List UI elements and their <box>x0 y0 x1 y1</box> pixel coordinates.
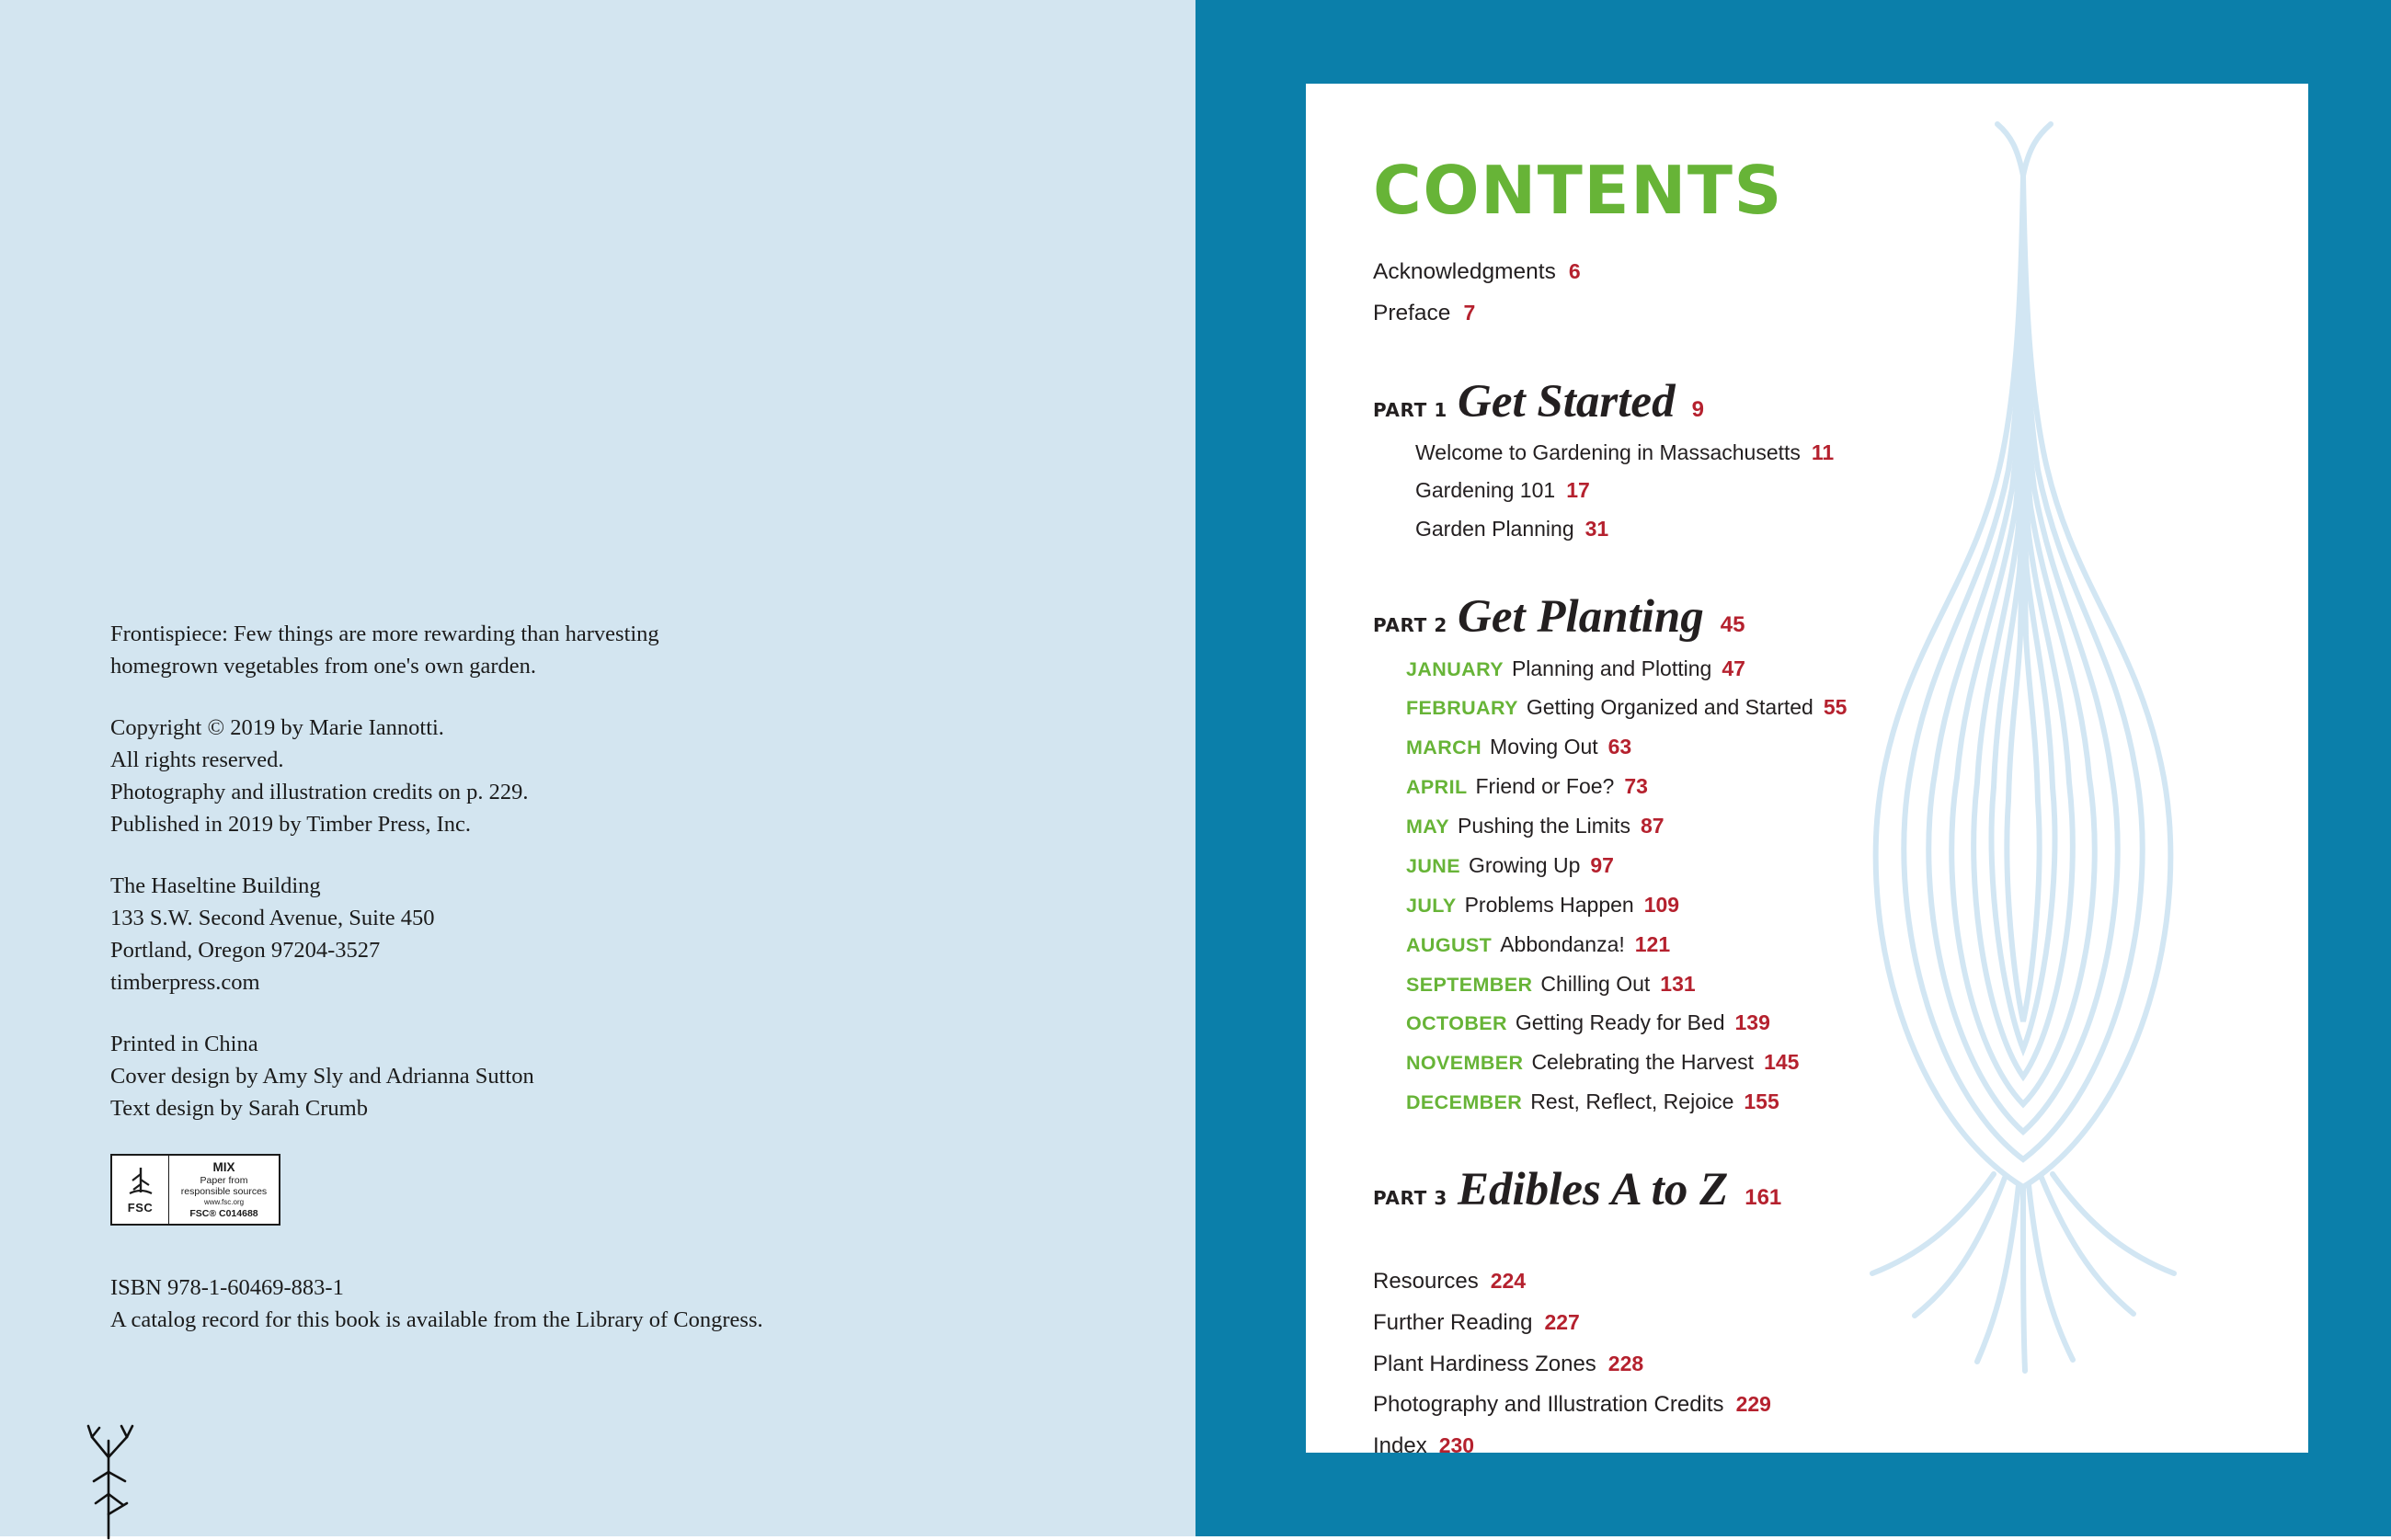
toc-entry-label: Acknowledgments <box>1373 259 1556 284</box>
toc-entry-page: 155 <box>1744 1089 1779 1114</box>
part-title: Get Planting <box>1458 590 1704 643</box>
toc-chapter-row[interactable] <box>1415 440 2201 466</box>
frontispiece-line-2: homegrown vegetables from one's own garden. <box>110 654 536 679</box>
toc-entry-page: 31 <box>1584 516 1609 541</box>
toc-month-row-december[interactable] <box>1406 1089 2201 1115</box>
contents-card <box>1306 84 2308 1453</box>
toc-entry-page: 121 <box>1634 931 1671 956</box>
copyright-text-block <box>110 618 846 1124</box>
contents-page <box>1196 0 2391 1536</box>
fsc-logo-label: FSC <box>127 1200 154 1215</box>
toc-entry-page: 145 <box>1764 1050 1800 1075</box>
toc-month-row-april[interactable] <box>1406 773 2201 800</box>
toc-month-row-november[interactable] <box>1406 1049 2201 1076</box>
month-label: MARCH <box>1406 736 1482 759</box>
copyright-line-3: Photography and illustration credits on p. 229. <box>110 780 529 805</box>
toc-month-row-july[interactable] <box>1406 892 2201 918</box>
toc-entry-label: Plant Hardiness Zones <box>1373 1351 1596 1376</box>
toc-entry-page: 229 <box>1735 1392 1771 1417</box>
month-label: SEPTEMBER <box>1406 973 1533 996</box>
copyright-line-1: Copyright © 2019 by Marie Iannotti. <box>110 714 444 740</box>
toc-entry-page: 131 <box>1660 971 1696 996</box>
part-page: 161 <box>1745 1185 1782 1211</box>
toc-entry-label: Planning and Plotting <box>1511 656 1712 680</box>
toc-entry-label: Abbondanza! <box>1500 931 1625 956</box>
back-matter-list <box>1373 1269 2201 1453</box>
toc-entry-label: Moving Out <box>1490 735 1598 759</box>
fsc-code: FSC® C014688 <box>189 1207 258 1219</box>
printed-in-line: Printed in China <box>110 1031 258 1056</box>
toc-entry-label: Welcome to Gardening in Massachusetts <box>1415 439 1801 464</box>
fsc-sub-line-2: responsible sources <box>180 1186 268 1198</box>
fsc-tree-icon <box>126 1165 155 1202</box>
part-title: Edibles A to Z <box>1458 1164 1729 1216</box>
toc-month-row-march[interactable] <box>1406 734 2201 760</box>
toc-entry-label: Getting Organized and Started <box>1526 695 1813 720</box>
toc-month-row-january[interactable] <box>1406 656 2201 682</box>
sprout-illustration <box>72 1393 182 1540</box>
copyright-page <box>0 0 1196 1536</box>
frontispiece-line-1: Frontispiece: Few things are more rewarding than harvesting <box>110 622 659 646</box>
toc-entry-page: 139 <box>1734 1010 1770 1035</box>
toc-entry-label: Chilling Out <box>1540 971 1651 996</box>
copyright-line-4: Published in 2019 by Timber Press, Inc. <box>110 812 472 838</box>
toc-entry-label: Getting Ready for Bed <box>1515 1010 1725 1035</box>
toc-entry-page: 11 <box>1811 439 1835 464</box>
toc-entry-label: Gardening 101 <box>1415 478 1556 503</box>
toc-entry-preface[interactable] <box>1373 300 2201 326</box>
toc-entry-index[interactable] <box>1373 1433 2201 1453</box>
toc-entry-page: 97 <box>1590 852 1614 877</box>
toc-entry-page: 73 <box>1624 774 1648 799</box>
toc-month-row-may[interactable] <box>1406 813 2201 839</box>
toc-chapter-row[interactable] <box>1415 478 2201 504</box>
part-label: PART 1 <box>1373 398 1447 421</box>
toc-entry-label: Celebrating the Harvest <box>1531 1050 1755 1075</box>
fsc-sub-line-1: Paper from <box>200 1174 248 1186</box>
part-page: 9 <box>1691 396 1704 422</box>
toc-month-row-august[interactable] <box>1406 931 2201 958</box>
toc-entry-label: Photography and Illustration Credits <box>1373 1392 1724 1418</box>
toc-entry-page: 63 <box>1607 735 1632 759</box>
production-credits-paragraph <box>110 1028 846 1125</box>
month-label: AUGUST <box>1406 933 1493 956</box>
month-label: JANUARY <box>1406 657 1504 680</box>
toc-entry-label: Further Reading <box>1373 1309 1533 1335</box>
toc-entry-label: Garden Planning <box>1415 516 1574 541</box>
fsc-certification-badge <box>110 1154 280 1226</box>
toc-entry-label: Growing Up <box>1468 852 1581 877</box>
part-heading-3[interactable] <box>1373 1164 2201 1216</box>
cover-design-line: Cover design by Amy Sly and Adrianna Sutton <box>110 1063 534 1089</box>
page-title: CONTENTS <box>1373 152 1783 229</box>
publisher-address-paragraph <box>110 870 846 999</box>
fsc-mix-label: MIX <box>212 1159 235 1174</box>
month-label: JUNE <box>1406 854 1460 877</box>
toc-entry-plant-hardiness-zones[interactable] <box>1373 1352 2201 1378</box>
toc-entry-page: 6 <box>1568 259 1581 283</box>
part-title: Get Started <box>1458 375 1676 428</box>
toc-entry-page: 228 <box>1607 1351 1644 1375</box>
toc-entry-label: Preface <box>1373 301 1451 326</box>
month-label: NOVEMBER <box>1406 1052 1524 1075</box>
toc-chapter-row[interactable] <box>1415 517 2201 542</box>
publisher-line-1: The Haseltine Building <box>110 873 321 898</box>
isbn-block <box>110 1272 938 1337</box>
publisher-line-2: 133 S.W. Second Avenue, Suite 450 <box>110 905 435 930</box>
toc-entry-label: Friend or Foe? <box>1475 774 1615 799</box>
frontispiece-paragraph <box>110 618 846 683</box>
toc-entry-page: 47 <box>1722 656 1745 680</box>
month-label: APRIL <box>1406 776 1468 799</box>
toc-entry-label: Index <box>1373 1433 1427 1453</box>
part-page: 45 <box>1720 611 1745 637</box>
loc-catalog-line: A catalog record for this book is available from the Library of Congress. <box>110 1307 763 1333</box>
publisher-line-3: Portland, Oregon 97204-3527 <box>110 938 381 964</box>
toc-entry-page: 109 <box>1643 892 1680 917</box>
copyright-paragraph <box>110 712 846 841</box>
fsc-url: www.fsc.org <box>203 1198 245 1207</box>
toc-entry-page: 17 <box>1566 478 1590 503</box>
toc-entry-label: Pushing the Limits <box>1458 814 1630 838</box>
toc-month-row-june[interactable] <box>1406 852 2201 879</box>
toc-entry-page: 55 <box>1823 695 1848 720</box>
isbn-number: ISBN 978-1-60469-883-1 <box>110 1275 344 1300</box>
toc-entry-page: 224 <box>1490 1269 1527 1294</box>
month-label: JULY <box>1406 894 1457 917</box>
fsc-logo <box>112 1156 169 1224</box>
part-heading-1[interactable] <box>1373 375 2201 428</box>
month-label: MAY <box>1406 816 1450 838</box>
contents-body <box>1373 152 2201 1453</box>
toc-entry-label: Rest, Reflect, Rejoice <box>1530 1089 1734 1114</box>
toc-entry-label: Resources <box>1373 1269 1479 1295</box>
toc-month-row-september[interactable] <box>1406 971 2201 998</box>
toc-entry-label: Problems Happen <box>1464 892 1634 917</box>
part-heading-2[interactable] <box>1373 590 2201 643</box>
part-label: PART 3 <box>1373 1187 1447 1210</box>
toc-entry-page: 87 <box>1640 814 1665 838</box>
toc-month-row-february[interactable] <box>1406 694 2201 721</box>
text-design-line: Text design by Sarah Crumb <box>110 1096 368 1122</box>
month-label: OCTOBER <box>1406 1012 1507 1035</box>
month-label: FEBRUARY <box>1406 697 1518 720</box>
publisher-website: timberpress.com <box>110 970 260 996</box>
toc-entry-page: 227 <box>1544 1309 1580 1334</box>
toc-entry-page: 7 <box>1463 301 1476 325</box>
toc-entry-acknowledgments[interactable] <box>1373 258 2201 285</box>
toc-entry-page: 230 <box>1438 1433 1475 1453</box>
toc-entry-resources[interactable] <box>1373 1269 2201 1295</box>
toc-entry-further-reading[interactable] <box>1373 1310 2201 1337</box>
fsc-text <box>169 1156 279 1224</box>
copyright-line-2: All rights reserved. <box>110 747 284 772</box>
part-label: PART 2 <box>1373 613 1447 636</box>
toc-month-row-october[interactable] <box>1406 1010 2201 1036</box>
month-label: DECEMBER <box>1406 1091 1523 1114</box>
toc-entry-photo-credits[interactable] <box>1373 1392 2201 1419</box>
